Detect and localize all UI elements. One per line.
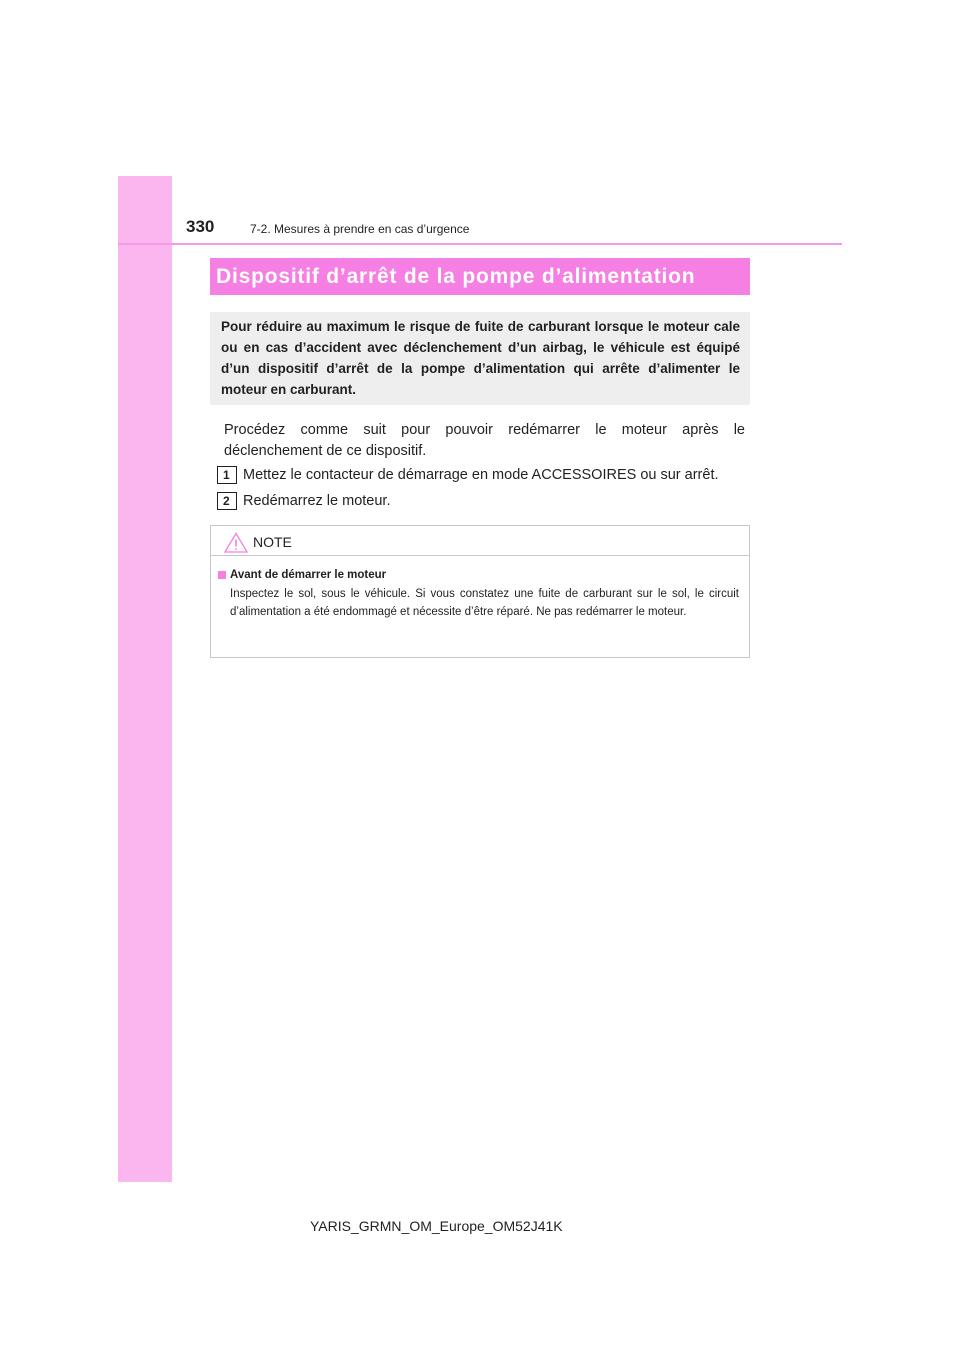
body-paragraph: Procédez comme suit pour pouvoir redémarrer le moteur après le déclenchement de ce dispositif. (224, 422, 745, 459)
square-bullet-icon (218, 571, 226, 579)
step-text-1: Mettez le contacteur de démarrage en mode ACCESSOIRES ou sur arrêt. (243, 467, 719, 483)
side-band (118, 176, 172, 1182)
step-number-2: 2 (217, 492, 237, 510)
section-label: 7-2. Mesures à prendre en cas d’urgence (250, 222, 470, 236)
page-number: 330 (186, 217, 215, 236)
note-heading-text: Avant de démarrer le moteur (230, 569, 387, 581)
note-header (211, 526, 749, 556)
intro-text: Pour réduire au maximum le risque de fuite de carburant lorsque le moteur cale ou en cas d’accident avec déclenchement d’un airbag, le véhicule est équipé d’un dispositif d’arrêt de la pompe d’alimentation qui arrête d’alimenter le moteur en carburant. (221, 319, 740, 397)
step-number-1: 1 (217, 466, 237, 484)
step-text-2: Redémarrez le moteur. (243, 493, 391, 509)
intro-box (210, 312, 750, 405)
footer-code: YARIS_GRMN_OM_Europe_OM52J41K (310, 1218, 563, 1234)
header-rule (118, 243, 842, 245)
step-2 (217, 492, 390, 510)
note-heading (218, 569, 739, 581)
note-label: NOTE (253, 534, 292, 550)
step-1 (217, 466, 719, 484)
page-title: Dispositif d’arrêt de la pompe d’alimentation (210, 258, 750, 295)
note-box (210, 525, 750, 658)
note-body (211, 556, 749, 621)
note-text: Inspectez le sol, sous le véhicule. Si vous constatez une fuite de carburant sur le sol, le circuit d’alimentation a été endommagé et nécessite d’être réparé. Ne pas redémarrer le moteur. (230, 588, 739, 618)
warning-triangle-icon (224, 532, 248, 553)
